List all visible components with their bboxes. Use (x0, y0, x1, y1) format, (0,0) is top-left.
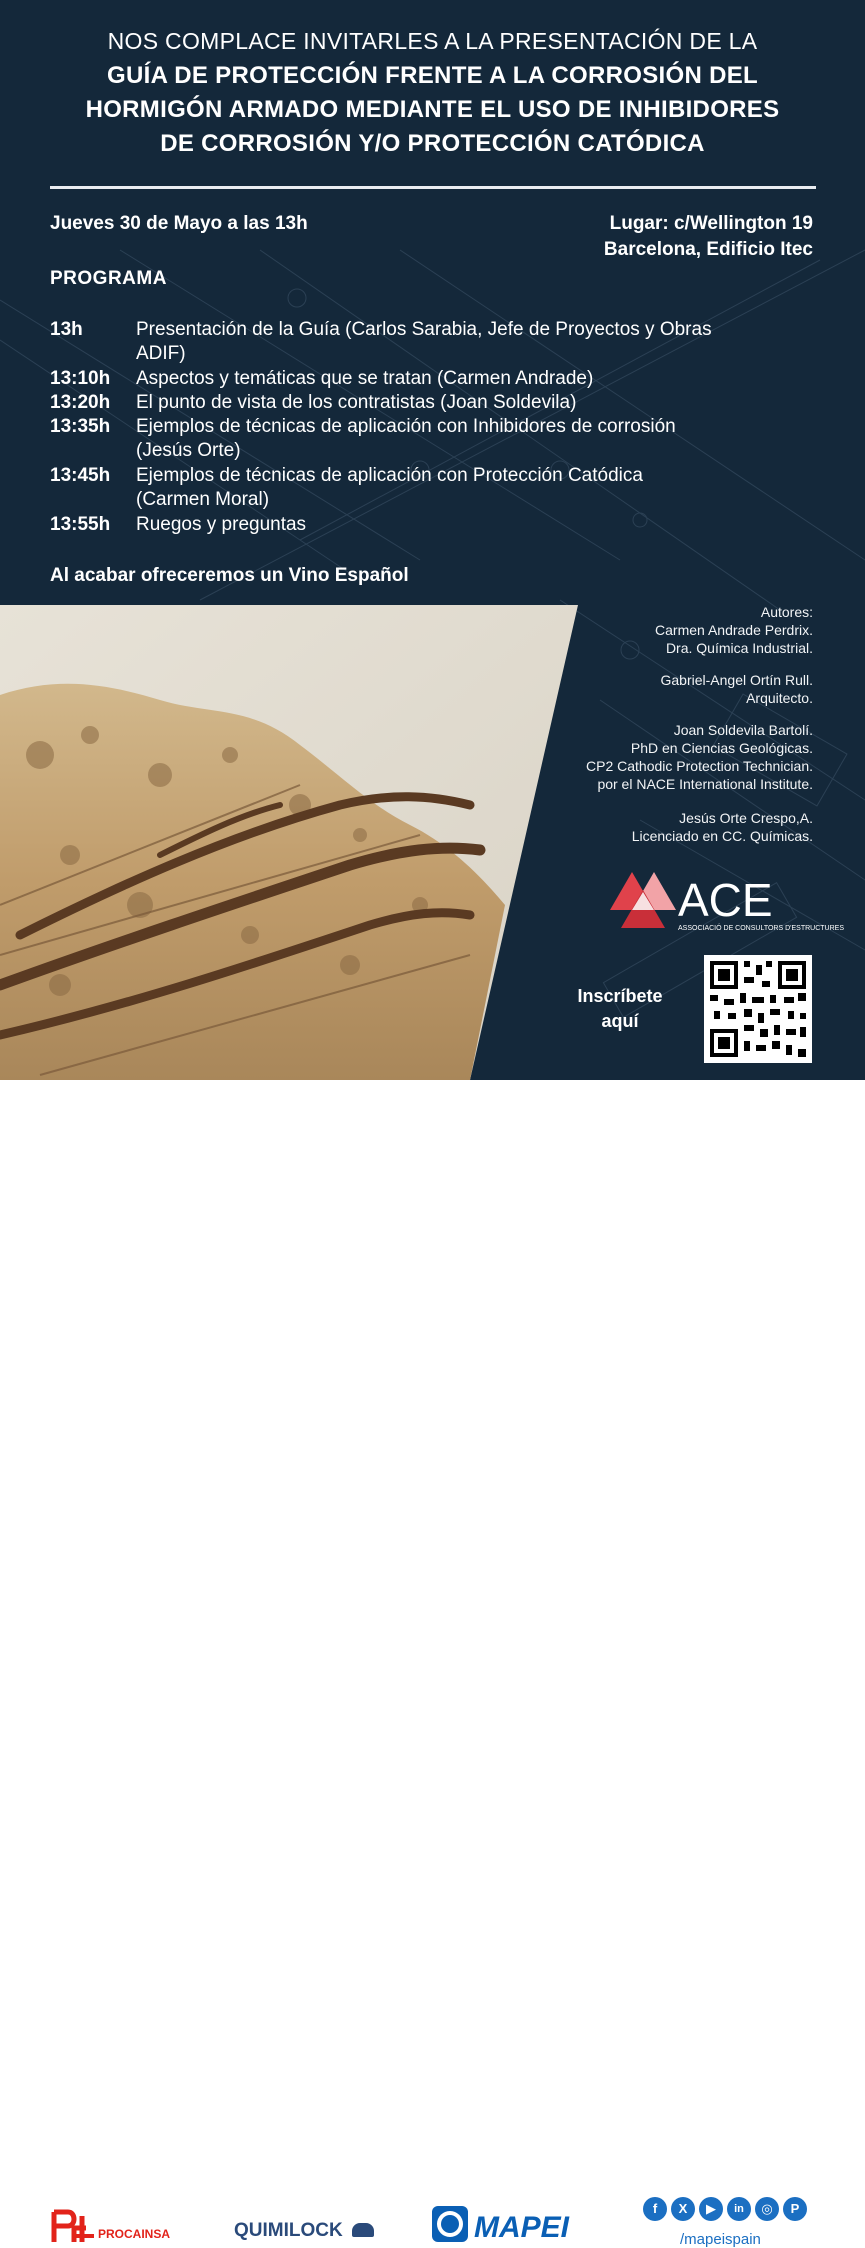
facebook-icon[interactable]: f (643, 2197, 667, 2221)
agenda-text-line2: (Jesús Orte) (136, 440, 241, 461)
title-line-3: HORMIGÓN ARMADO MEDIANTE EL USO DE INHIBIDORES (85, 96, 780, 123)
linkedin-icon[interactable]: in (727, 2197, 751, 2221)
agenda-time: 13h (50, 319, 83, 340)
agenda-text (136, 318, 826, 366)
elephant-icon (352, 2223, 374, 2237)
agenda-text-line2: (Carmen Moral) (136, 489, 270, 510)
author-3-name: Joan Soldevila Bartolí. (673, 722, 813, 738)
signup-line-1: Inscríbete (577, 986, 663, 1006)
invitation-poster (0, 0, 865, 1080)
ace-tagline: ASSOCIACIÓ DE CONSULTORS D'ESTRUCTURES (678, 925, 844, 932)
title-line-4: DE CORROSIÓN Y/O PROTECCIÓN CATÓDICA (160, 130, 705, 157)
title-line-2: GUÍA DE PROTECCIÓN FRENTE A LA CORROSIÓN DEL (107, 62, 758, 89)
procainsa-wordmark: PROCAINSA (98, 2227, 171, 2241)
qr-code-icon (704, 955, 812, 1063)
agenda-time: 13:10h (50, 368, 111, 389)
event-date: Jueves 30 de Mayo a las 13h (50, 213, 308, 234)
event-location-line2: Barcelona, Edificio Itec (603, 239, 813, 260)
title-divider (50, 186, 816, 189)
mapei-logo (430, 2204, 590, 2244)
sponsor-footer (0, 1080, 865, 2248)
agenda-text-line1: El punto de vista de los contratistas (Joan Soldevila) (136, 392, 577, 413)
agenda-text-line2: ADIF) (136, 343, 186, 364)
author-2-role: Arquitecto. (746, 690, 813, 706)
agenda-time: 13:20h (50, 392, 111, 413)
author-2-name: Gabriel-Angel Ortín Rull. (660, 672, 813, 688)
quimilock-logo (234, 2220, 374, 2242)
agenda-text-line1: Aspectos y temáticas que se tratan (Carmen Andrade) (136, 368, 594, 389)
author-3-role-3: por el NACE International Institute. (597, 776, 813, 792)
mapei-emblem-icon (432, 2206, 468, 2242)
agenda-text-line1: Ejemplos de técnicas de aplicación con Protección Catódica (136, 465, 643, 486)
title-intro: NOS COMPLACE INVITARLES A LA PRESENTACIÓN DE LA (107, 28, 758, 54)
quimilock-wordmark: QUIMILOCK (234, 2220, 343, 2241)
author-3-role-1: PhD en Ciencias Geológicas. (630, 740, 813, 756)
social-handle[interactable]: /mapeispain (680, 2231, 761, 2248)
signup-qr-code[interactable] (704, 955, 812, 1063)
signup-call-to-action[interactable] (560, 984, 680, 1034)
mapei-wordmark: MAPEI (474, 2211, 570, 2244)
agenda-text (136, 464, 826, 512)
x-icon[interactable]: X (671, 2197, 695, 2221)
signup-line-2: aquí (601, 1011, 639, 1031)
instagram-icon[interactable]: ◎ (755, 2197, 779, 2221)
author-3-role-2: CP2 Cathodic Protection Technician. (586, 758, 813, 774)
agenda-time: 13:45h (50, 465, 111, 486)
agenda-text (136, 415, 826, 463)
procainsa-logo (52, 2208, 182, 2244)
agenda-text-line1: Ejemplos de técnicas de aplicación con Inhibidores de corrosión (136, 416, 676, 437)
ace-wordmark: ACE (678, 874, 773, 926)
programa-heading: PROGRAMA (50, 268, 167, 289)
corroded-concrete-photo (0, 605, 578, 1080)
event-location-line1: Lugar: c/Wellington 19 (609, 213, 813, 234)
agenda-text-line1: Ruegos y preguntas (136, 514, 307, 535)
procainsa-mark-icon (54, 2212, 94, 2242)
authors-heading: Autores: (760, 604, 813, 620)
pinterest-icon[interactable]: P (783, 2197, 807, 2221)
author-1-role: Dra. Química Industrial. (665, 640, 813, 656)
agenda-time: 13:55h (50, 514, 111, 535)
ace-logo (608, 866, 844, 936)
agenda-time: 13:35h (50, 416, 111, 437)
author-4-role: Licenciado en CC. Químicas. (631, 828, 813, 844)
closing-note: Al acabar ofreceremos un Vino Español (50, 565, 409, 586)
author-1-name: Carmen Andrade Perdrix. (655, 622, 813, 638)
author-4-name: Jesús Orte Crespo,A. (679, 810, 813, 826)
ace-triangles-icon (610, 872, 676, 928)
agenda-text-line1: Presentación de la Guía (Carlos Sarabia, Jefe de Proyectos y Obras (136, 319, 712, 340)
youtube-icon[interactable]: ▶ (699, 2197, 723, 2221)
